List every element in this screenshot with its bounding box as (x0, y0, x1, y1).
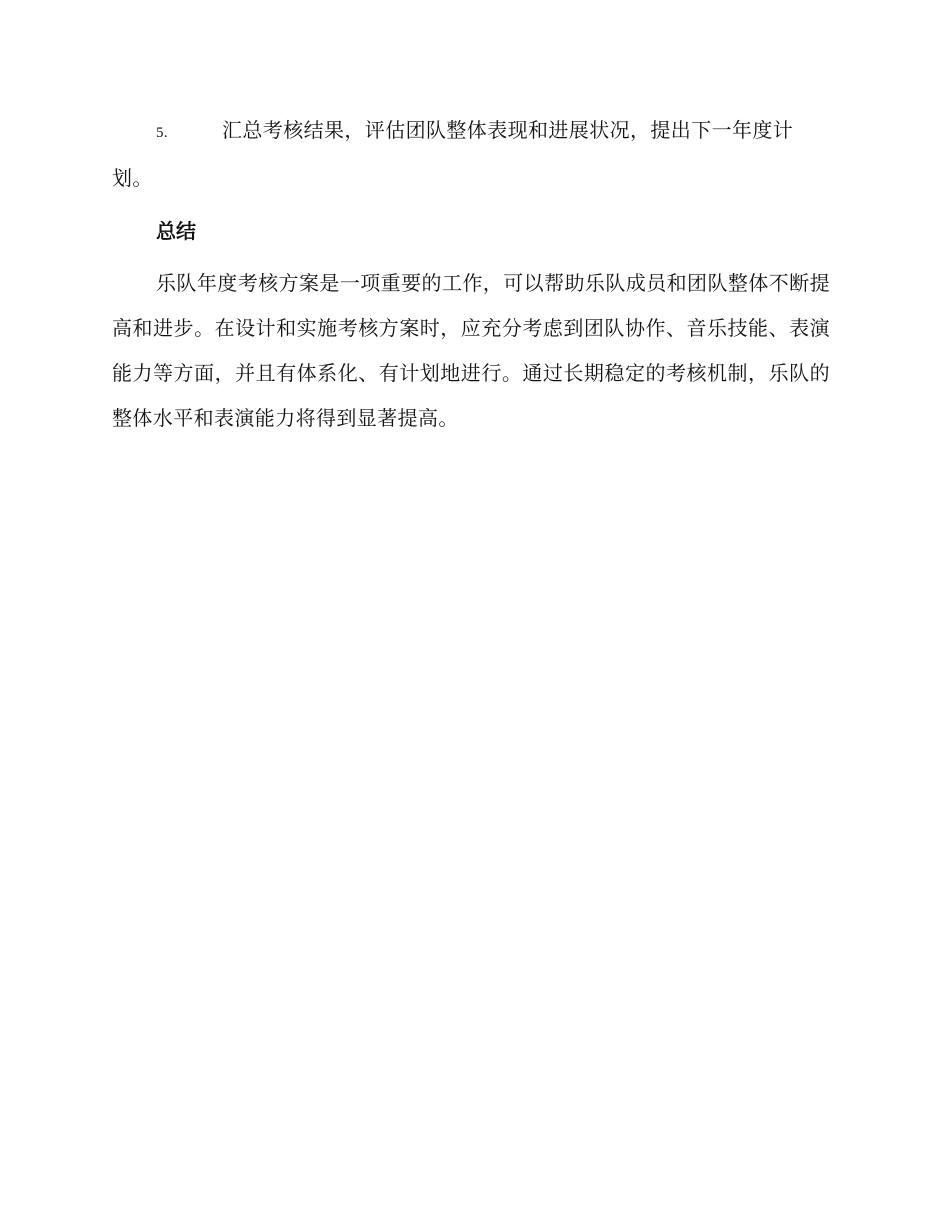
list-item-number: 5. (156, 125, 169, 141)
list-item-5 (112, 108, 830, 201)
document-content (112, 108, 830, 441)
summary-paragraph: 乐队年度考核方案是一项重要的工作，可以帮助乐队成员和团队整体不断提高和进步。在设计和实施考核方案时，应充分考虑到团队协作、音乐技能、表演能力等方面，并且有体系化、有计划地进行。通过长期稳定的考核机制，乐队的整体水平和表演能力将得到显著提高。 (112, 271, 830, 430)
summary-heading: 总结 (156, 219, 196, 243)
list-item-text: 汇总考核结果，评估团队整体表现和进展状况，提出下一年度计划。 (112, 118, 794, 190)
